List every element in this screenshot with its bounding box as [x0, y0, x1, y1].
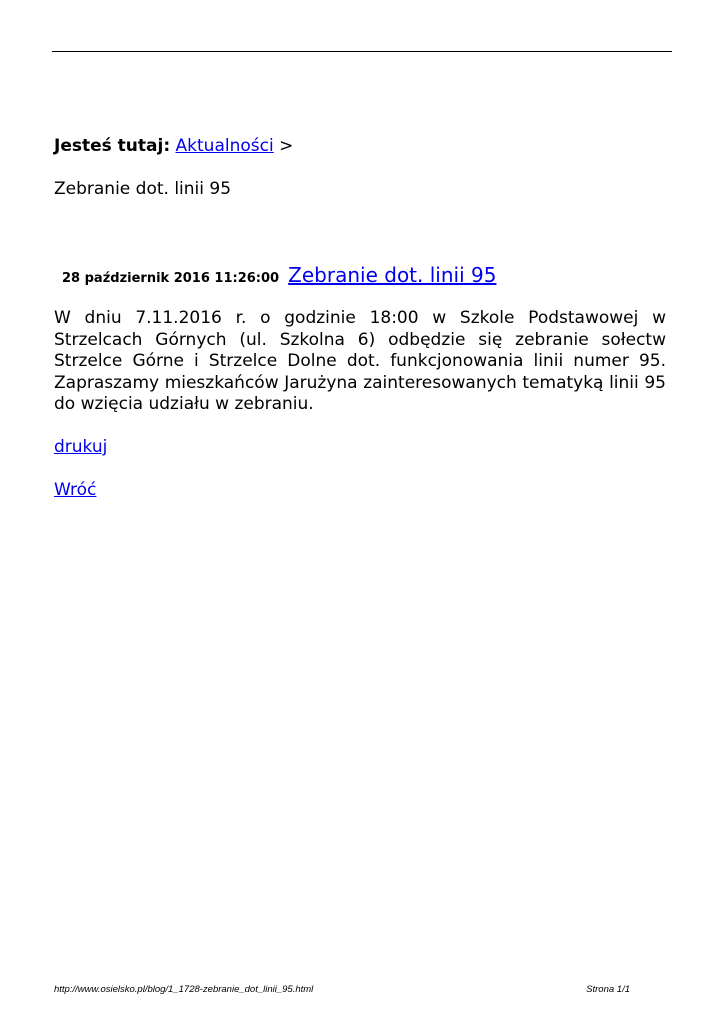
- top-divider: [52, 51, 672, 52]
- breadcrumb: [54, 135, 293, 157]
- footer-page-number: Strona 1/1: [586, 984, 630, 995]
- breadcrumb-link-aktualnosci[interactable]: Aktualności: [175, 136, 274, 156]
- page-title: Zebranie dot. linii 95: [54, 179, 232, 199]
- post-body: W dniu 7.11.2016 r. o godzinie 18:00 w Szkole Podstawowej w Strzelcach Górnych (ul. Szkolna 6) odbędzie się zebranie sołectw Strzelce Górne i Strzelce Dolne dot. funkcjonowania linii numer 95. Zapraszamy mieszkańców Jarużyna zainteresowanych tematyką linii 95 do wzięcia udziału w zebraniu.: [54, 308, 666, 414]
- post-header: [62, 263, 496, 287]
- footer-url: http://www.osielsko.pl/blog/1_1728-zebranie_dot_linii_95.html: [54, 984, 314, 995]
- back-link[interactable]: Wróć: [54, 480, 97, 500]
- post-date: 28 październik 2016 11:26:00: [62, 271, 280, 286]
- post-title-link[interactable]: Zebranie dot. linii 95: [288, 263, 497, 287]
- breadcrumb-separator: >: [273, 136, 294, 156]
- breadcrumb-prefix: Jesteś tutaj:: [54, 136, 171, 156]
- print-link[interactable]: drukuj: [54, 437, 108, 457]
